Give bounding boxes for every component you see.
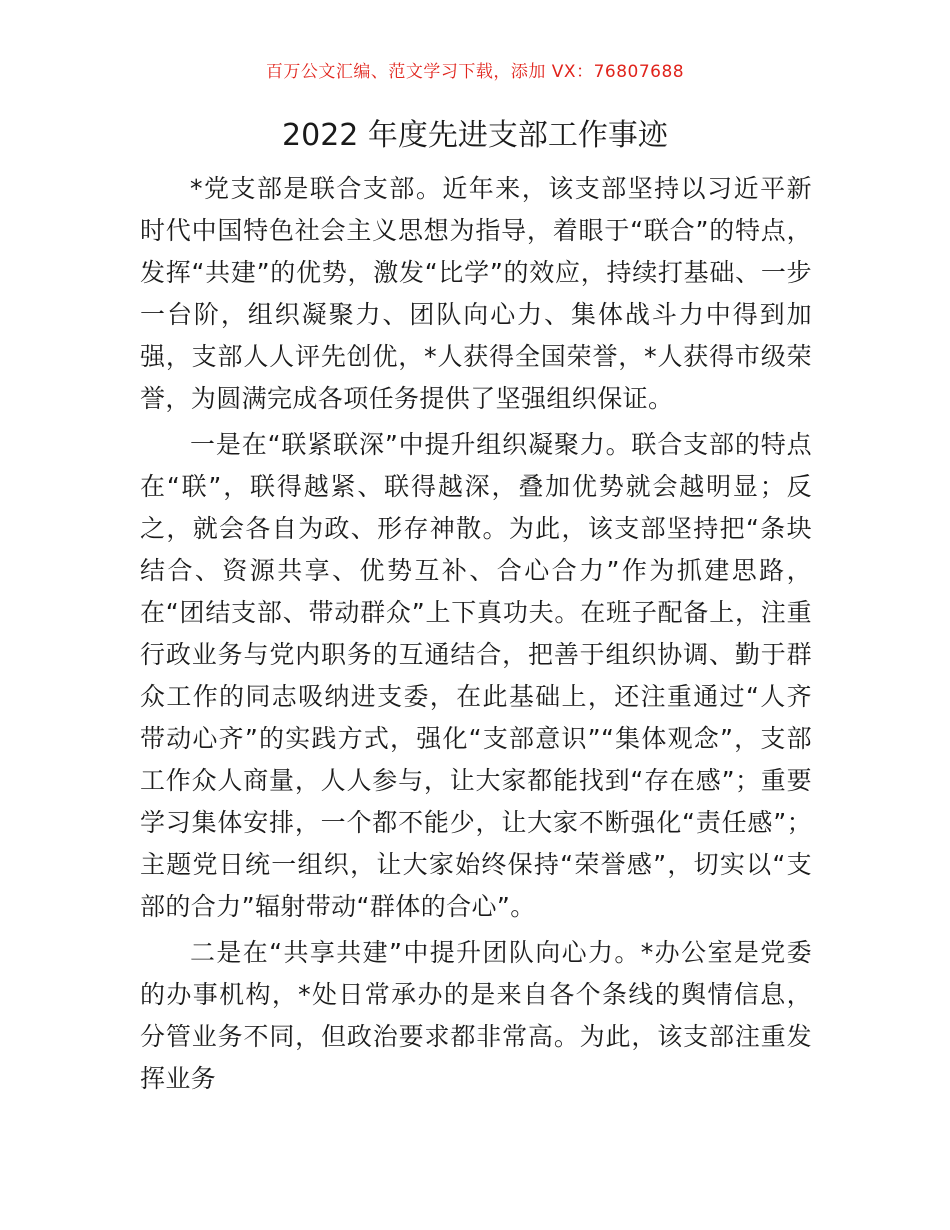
document-body	[140, 168, 812, 1104]
paragraph-point-two: 二是在“共享共建”中提升团队向心力。*办公室是党委的办事机构，*处日常承办的是来自各个条线的舆情信息，分管业务不同，但政治要求都非常高。为此，该支部注重发挥业务	[140, 938, 812, 1093]
paragraph-intro: *党支部是联合支部。近年来，该支部坚持以习近平新时代中国特色社会主义思想为指导，着眼于“联合”的特点，发挥“共建”的优势，激发“比学”的效应，持续打基础、一步一台阶，组织凝聚力、团队向心力、集体战斗力中得到加强，支部人人评先创优，*人获得全国荣誉，*人获得市级荣誉，为圆满完成各项任务提供了坚强组织保证。	[140, 174, 812, 413]
paragraph-point-one: 一是在“联紧联深”中提升组织凝聚力。联合支部的特点在“联”，联得越紧、联得越深，叠加优势就会越明显；反之，就会各自为政、形存神散。为此，该支部坚持把“条块结合、资源共享、优势互补、合心合力”作为抓建思路，在“团结支部、带动群众”上下真功夫。在班子配备上，注重行政业务与党内职务的互通结合，把善于组织协调、勤于群众工作的同志吸纳进支委，在此基础上，还注重通过“人齐带动心齐”的实践方式，强化“支部意识”“集体观念”，支部工作众人商量，人人参与，让大家都能找到“存在感”；重要学习集体安排，一个都不能少，让大家不断强化“责任感”；主题党日统一组织，让大家始终保持“荣誉感”，切实以“支部的合力”辐射带动“群体的合心”。	[140, 430, 812, 921]
header-banner: 百万公文汇编、范文学习下载，添加 VX：76807688	[265, 62, 685, 82]
document-title: 2022 年度先进支部工作事迹	[282, 118, 668, 153]
